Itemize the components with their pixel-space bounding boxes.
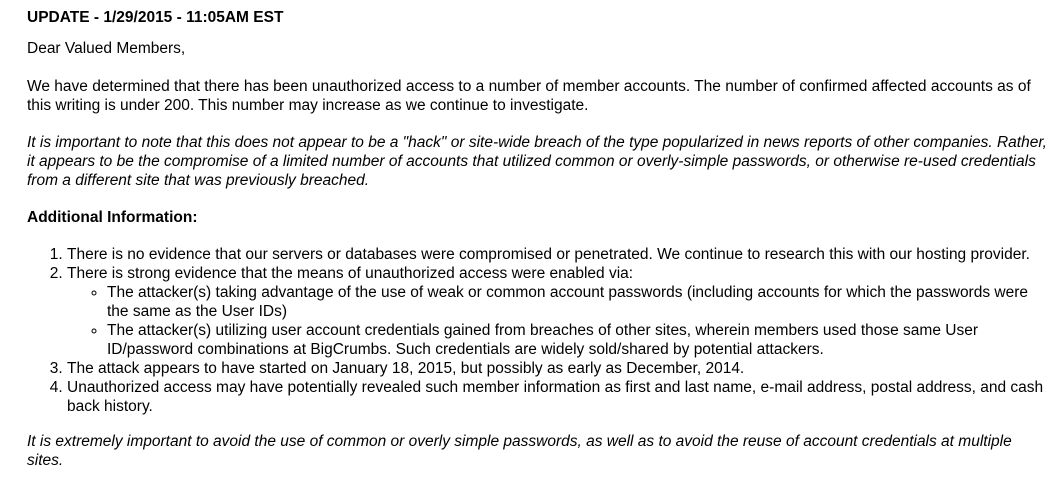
list-item (67, 264, 1047, 359)
list-item (67, 245, 1047, 264)
sub-list (67, 283, 1047, 359)
additional-info-list (27, 245, 1047, 416)
list-item-text: Unauthorized access may have potentially revealed such member information as first and last name, e-mail address, postal address, and cash back history. (67, 379, 1044, 415)
sub-list-item: ◦ The attacker(s) utilizing user account credentials gained from breaches of other sites, wherein members used those same User ID/password combinations at BigCrumbs. Such credentials are widely sold/shared by potential attackers. (107, 321, 1047, 359)
list-item-text: The attack appears to have started on January 18, 2015, but possibly as early as December, 2014. (67, 360, 745, 377)
list-item (67, 359, 1047, 378)
paragraph-not-a-hack: It is important to note that this does not appear to be a "hack" or site-wide breach of the type popularized in news reports of other companies. Rather, it appears to be the compromise of a limited number of accounts that utilized common or overly-simple passwords, or otherwise re-used credentials from a different site that was previously breached. (27, 134, 1047, 189)
closing-advice: It is extremely important to avoid the use of common or overly simple passwords, as well as to avoid the reuse of account credentials at multiple sites. (27, 433, 1012, 469)
list-item-text: There is strong evidence that the means of unauthorized access were enabled via: (67, 265, 634, 282)
sub-list-item: ◦ The attacker(s) taking advantage of the use of weak or common account passwords (including accounts for which the passwords were the same as the User IDs) (107, 283, 1047, 321)
paragraph-affected-accounts: We have determined that there has been unauthorized access to a number of member accounts. The number of confirmed affected accounts as of this writing is under 200. This number may increase as we continue to investigate. (27, 78, 1031, 114)
list-item-text: There is no evidence that our servers or databases were compromised or penetrated. We continue to research this with our hosting provider. (67, 246, 1030, 263)
list-item (67, 378, 1047, 416)
additional-info-heading: Additional Information: (27, 209, 198, 226)
page-title: UPDATE - 1/29/2015 - 11:05AM EST (27, 9, 284, 26)
greeting: Dear Valued Members, (27, 40, 186, 57)
